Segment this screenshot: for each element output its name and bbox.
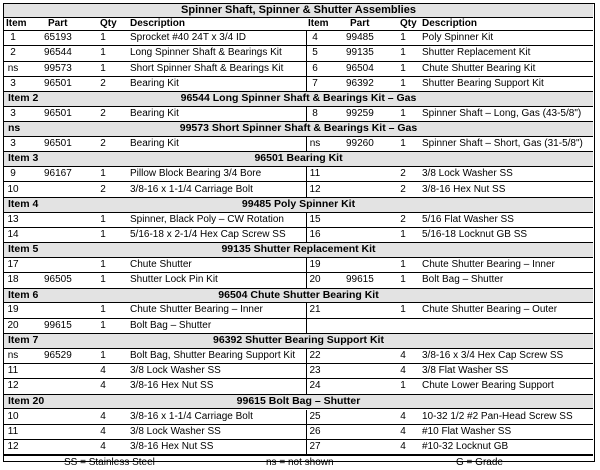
description-cell: #10-32 Locknut GB xyxy=(422,441,509,453)
description-cell: 3/8 Lock Washer SS xyxy=(130,425,221,437)
item-cell: 14 xyxy=(7,228,19,240)
table-row xyxy=(4,167,593,182)
description-cell: Spinner, Black Poly – CW Rotation xyxy=(130,213,284,225)
qty-cell: 1 xyxy=(100,213,106,225)
section-item-label: ns xyxy=(8,122,21,135)
item-cell: ns xyxy=(309,138,321,150)
qty-cell: 1 xyxy=(100,259,106,270)
qty-cell: 1 xyxy=(400,62,406,74)
qty-cell: 2 xyxy=(100,138,106,150)
item-cell: ns xyxy=(7,62,19,74)
item-cell: 3 xyxy=(10,108,16,119)
table-row xyxy=(4,349,593,364)
table-row xyxy=(4,62,593,77)
description-cell: 3/8-16 Hex Nut SS xyxy=(130,380,214,392)
part-cell: 99573 xyxy=(44,62,72,74)
section-title: 96392 Shutter Bearing Support Kit xyxy=(213,334,384,346)
item-cell: 12 xyxy=(7,380,19,392)
section-item-label: Item 4 xyxy=(8,197,39,210)
part-cell: 96504 xyxy=(346,62,374,74)
section-title: 99485 Poly Spinner Kit xyxy=(241,197,356,210)
qty-cell: 4 xyxy=(100,380,106,392)
description-cell: 3/8-16 x 3/4 Hex Cap Screw SS xyxy=(422,349,564,361)
description-cell: Chute Shutter Bearing – Outer xyxy=(422,304,558,316)
description-cell: Bearing Kit xyxy=(130,77,179,89)
table-row xyxy=(4,137,593,152)
section-item-label: Item 2 xyxy=(8,92,39,105)
item-cell: 2 xyxy=(10,47,16,59)
part-cell: 96544 xyxy=(44,47,72,59)
part-cell: 65193 xyxy=(44,32,72,43)
description-cell: Bolt Bag – Shutter xyxy=(130,319,212,331)
item-cell: 24 xyxy=(309,380,321,392)
qty-cell: 1 xyxy=(100,304,106,316)
section-header xyxy=(4,122,593,137)
section-title: 99135 Shutter Replacement Kit xyxy=(221,243,376,256)
description-cell: Chute Shutter xyxy=(130,259,192,270)
qty-cell: 4 xyxy=(100,365,106,377)
item-cell: 5 xyxy=(312,47,318,59)
qty-cell: 1 xyxy=(400,138,406,150)
description-cell: Spinner Shaft – Long, Gas (43-5/8") xyxy=(422,108,582,119)
qty-cell: 4 xyxy=(400,425,406,437)
description-cell: 3/8 Lock Washer SS xyxy=(422,168,513,180)
item-cell: 10 xyxy=(7,410,19,422)
qty-cell: 1 xyxy=(100,274,106,286)
table-row xyxy=(4,258,593,273)
table-row xyxy=(4,303,593,318)
column-divider xyxy=(306,137,307,152)
description-cell: 3/8 Lock Washer SS xyxy=(130,365,221,377)
qty-cell: 1 xyxy=(400,304,406,316)
section-title: 96544 Long Spinner Shaft & Bearings Kit – Gas xyxy=(180,92,417,105)
qty-cell: 2 xyxy=(400,168,406,180)
item-cell: ns xyxy=(7,349,19,361)
description-cell: Chute Shutter Bearing – Inner xyxy=(422,259,555,270)
description-cell: Chute Shutter Bearing – Inner xyxy=(130,304,263,316)
table-row xyxy=(4,213,593,228)
header-part: Part xyxy=(48,18,68,29)
qty-cell: 1 xyxy=(100,62,106,74)
item-cell: 17 xyxy=(7,259,19,270)
qty-cell: 1 xyxy=(100,319,106,331)
section-item-label: Item 3 xyxy=(8,152,39,165)
description-cell: Bolt Bag – Shutter xyxy=(422,274,504,286)
qty-cell: 1 xyxy=(100,47,106,59)
qty-cell: 4 xyxy=(100,441,106,453)
qty-cell: 1 xyxy=(100,168,106,180)
item-cell: 1 xyxy=(10,32,16,43)
section-item-label: Item 6 xyxy=(8,288,39,301)
table-row xyxy=(4,379,593,394)
qty-cell: 1 xyxy=(400,32,406,43)
qty-cell: 1 xyxy=(400,228,406,240)
qty-cell: 1 xyxy=(100,32,106,43)
qty-cell: 2 xyxy=(400,183,406,195)
part-cell: 96501 xyxy=(44,77,72,89)
table-row xyxy=(4,46,593,61)
part-cell: 99135 xyxy=(346,47,374,59)
legend-item: ns = not shown xyxy=(266,457,334,469)
item-cell: 11 xyxy=(7,425,19,437)
section-header xyxy=(4,243,593,258)
qty-cell: 2 xyxy=(100,183,106,195)
table-row xyxy=(4,228,593,243)
item-cell: 10 xyxy=(7,183,19,195)
item-cell: 26 xyxy=(309,425,321,437)
description-cell: Bearing Kit xyxy=(130,138,179,150)
table-row xyxy=(4,273,593,288)
item-cell: 9 xyxy=(10,168,16,180)
part-cell: 96392 xyxy=(346,77,374,89)
qty-cell: 1 xyxy=(400,108,406,119)
description-cell: 3/8-16 x 1-1/4 Carriage Bolt xyxy=(130,183,253,195)
description-cell: 3/8-16 Hex Nut SS xyxy=(130,441,214,453)
qty-cell: 4 xyxy=(100,410,106,422)
section-header xyxy=(4,334,593,349)
header-item: Item xyxy=(308,18,329,29)
column-divider xyxy=(306,107,307,122)
part-cell: 99615 xyxy=(44,319,72,331)
item-cell: 3 xyxy=(10,77,16,89)
table-row xyxy=(4,319,593,334)
item-cell: 20 xyxy=(7,319,19,331)
description-cell: 3/8 Flat Washer SS xyxy=(422,365,509,377)
item-cell: 4 xyxy=(312,32,318,43)
table-row xyxy=(4,410,593,425)
description-cell: 5/16-18 x 2-1/4 Hex Cap Screw SS xyxy=(130,228,286,240)
description-cell: Sprocket #40 24T x 3/4 ID xyxy=(130,32,246,43)
section-item-label: Item 5 xyxy=(8,243,39,256)
part-cell: 99259 xyxy=(346,108,374,119)
header-item: Item xyxy=(6,18,27,29)
section-title: 99573 Short Spinner Shaft & Bearings Kit – Gas xyxy=(179,122,418,135)
qty-cell: 4 xyxy=(400,349,406,361)
table-row xyxy=(4,425,593,440)
item-cell: 19 xyxy=(309,259,321,270)
column-divider xyxy=(306,410,307,456)
qty-cell: 1 xyxy=(400,380,406,392)
item-cell: 11 xyxy=(7,365,19,377)
part-cell: 96501 xyxy=(44,108,72,119)
description-cell: Poly Spinner Kit xyxy=(422,32,494,43)
description-cell: Bolt Bag, Shutter Bearing Support Kit xyxy=(130,349,296,361)
item-cell: 7 xyxy=(312,77,318,89)
qty-cell: 4 xyxy=(400,410,406,422)
qty-cell: 1 xyxy=(100,349,106,361)
qty-cell: 1 xyxy=(400,77,406,89)
description-cell: #10 Flat Washer SS xyxy=(422,425,512,437)
item-cell: 6 xyxy=(312,62,318,74)
qty-cell: 2 xyxy=(400,213,406,225)
description-cell: Chute Shutter Bearing Kit xyxy=(422,62,536,74)
legend-item: SS = Stainless Steel xyxy=(64,457,155,469)
section-header xyxy=(4,92,593,107)
part-cell: 96501 xyxy=(44,138,72,150)
part-cell: 99485 xyxy=(346,32,374,43)
qty-cell: 4 xyxy=(400,365,406,377)
item-cell: 18 xyxy=(7,274,19,286)
qty-cell: 1 xyxy=(400,259,406,270)
description-cell: Shutter Bearing Support Kit xyxy=(422,77,544,89)
item-cell: 19 xyxy=(7,304,19,316)
item-cell: 11 xyxy=(309,168,321,180)
legend-item: G = Grade xyxy=(456,457,503,469)
column-divider xyxy=(306,31,307,92)
qty-cell: 1 xyxy=(400,274,406,286)
section-title: 96504 Chute Shutter Bearing Kit xyxy=(218,288,379,301)
column-divider xyxy=(306,258,307,289)
section-item-label: Item 20 xyxy=(8,394,45,407)
header-description: Description xyxy=(422,18,478,29)
table-row xyxy=(4,440,593,455)
item-cell: 22 xyxy=(309,349,321,361)
section-item-label: Item 7 xyxy=(8,334,39,346)
section-title: 99615 Bolt Bag – Shutter xyxy=(236,394,361,407)
description-cell: 3/8-16 Hex Nut SS xyxy=(422,183,506,195)
section-header xyxy=(4,289,593,304)
table-row xyxy=(4,31,593,46)
table-row xyxy=(4,107,593,122)
column-divider xyxy=(306,349,307,395)
header-qty: Qty xyxy=(400,18,417,29)
header-qty: Qty xyxy=(100,18,117,29)
item-cell: 15 xyxy=(309,213,321,225)
item-cell: 25 xyxy=(309,410,321,422)
item-cell: 20 xyxy=(309,274,321,286)
item-cell: 12 xyxy=(7,441,19,453)
item-cell: 23 xyxy=(309,365,321,377)
part-cell: 99260 xyxy=(346,138,374,150)
qty-cell: 1 xyxy=(400,47,406,59)
column-divider xyxy=(306,167,307,198)
description-cell: Spinner Shaft – Short, Gas (31-5/8") xyxy=(422,138,583,150)
description-cell: 5/16 Flat Washer SS xyxy=(422,213,514,225)
description-cell: Shutter Replacement Kit xyxy=(422,47,531,59)
item-cell: 3 xyxy=(10,138,16,150)
item-cell: 16 xyxy=(309,228,321,240)
header-part: Part xyxy=(350,18,370,29)
part-cell: 96167 xyxy=(44,168,72,180)
column-header-row xyxy=(4,18,593,31)
description-cell: 3/8-16 x 1-1/4 Carriage Bolt xyxy=(130,410,253,422)
section-header xyxy=(4,198,593,213)
section-header xyxy=(4,395,593,410)
section-title: 96501 Bearing Kit xyxy=(254,152,343,165)
description-cell: 5/16-18 Locknut GB SS xyxy=(422,228,528,240)
description-cell: Pillow Block Bearing 3/4 Bore xyxy=(130,168,262,180)
item-cell: 21 xyxy=(309,304,321,316)
description-cell: Short Spinner Shaft & Bearings Kit xyxy=(130,62,284,74)
qty-cell: 2 xyxy=(100,77,106,89)
qty-cell: 4 xyxy=(100,425,106,437)
table-row xyxy=(4,364,593,379)
item-cell: 12 xyxy=(309,183,321,195)
table-row xyxy=(4,183,593,198)
item-cell: 27 xyxy=(309,441,321,453)
description-cell: Bearing Kit xyxy=(130,108,179,119)
part-cell: 96505 xyxy=(44,274,72,286)
header-description: Description xyxy=(130,18,186,29)
column-divider xyxy=(306,213,307,244)
qty-cell: 4 xyxy=(400,441,406,453)
description-cell: Chute Lower Bearing Support xyxy=(422,380,554,392)
section-header xyxy=(4,152,593,167)
qty-cell: 2 xyxy=(100,108,106,119)
legend-row xyxy=(4,455,593,470)
description-cell: Shutter Lock Pin Kit xyxy=(130,274,218,286)
table-row xyxy=(4,77,593,92)
qty-cell: 1 xyxy=(100,228,106,240)
parts-table xyxy=(3,3,595,469)
item-cell: 13 xyxy=(7,213,19,225)
part-cell: 99615 xyxy=(346,274,374,286)
column-divider xyxy=(306,303,307,334)
description-cell: 10-32 1/2 #2 Pan-Head Screw SS xyxy=(422,410,573,422)
table-title: Spinner Shaft, Spinner & Shutter Assemblies xyxy=(4,4,593,18)
description-cell: Long Spinner Shaft & Bearings Kit xyxy=(130,47,282,59)
item-cell: 8 xyxy=(312,108,318,119)
part-cell: 96529 xyxy=(44,349,72,361)
